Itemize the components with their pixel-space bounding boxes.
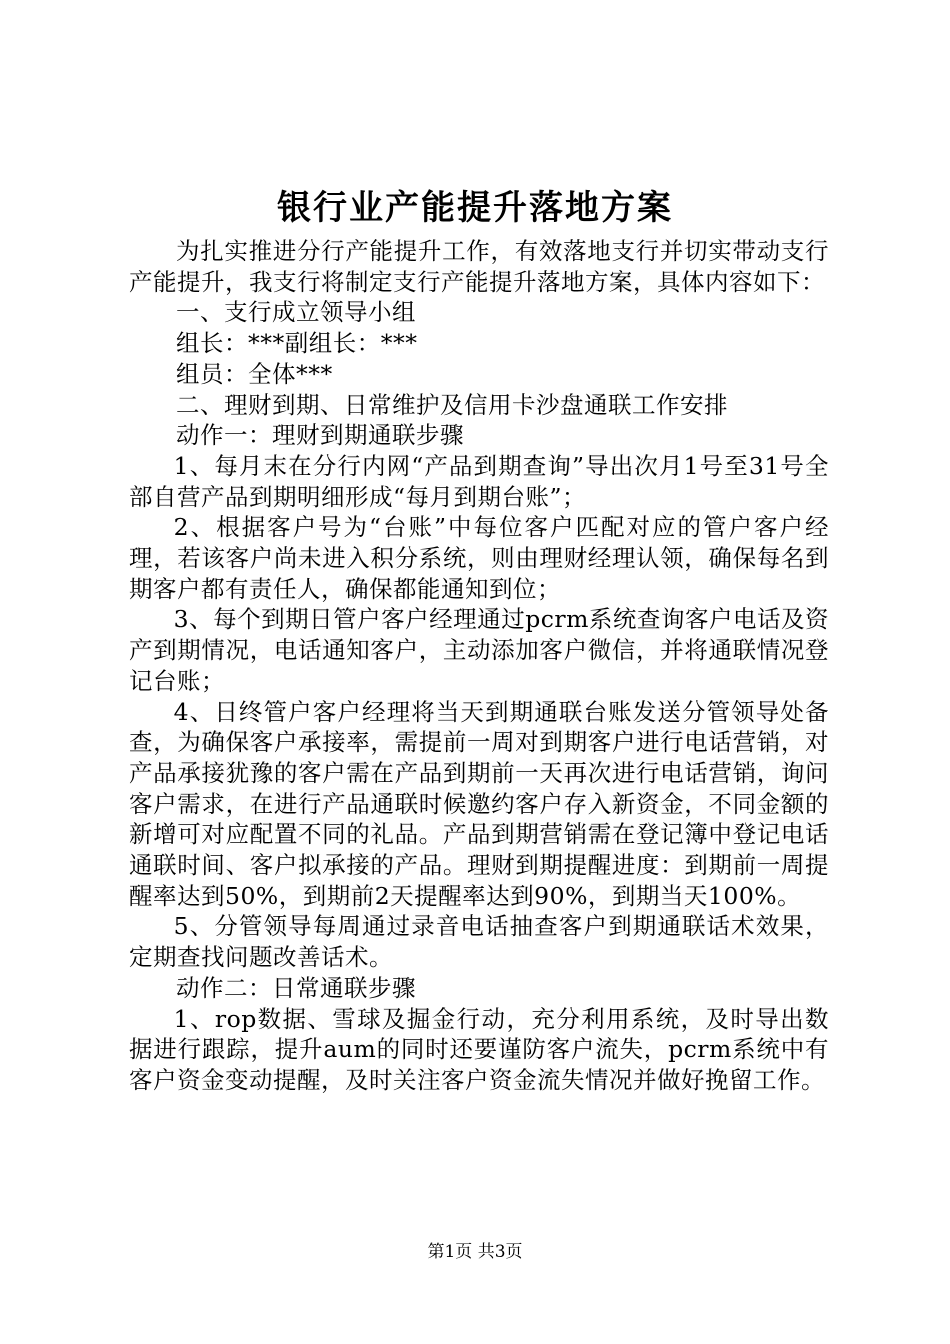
list-item: 1、每月末在分行内网“产品到期查询”导出次月1号至31号全部自营产品到期明细形成“每月到期台账”； — [129, 451, 829, 511]
list-item: 2、根据客户号为“台账”中每位客户匹配对应的管户客户经理，若该客户尚未进入积分系统，则由理财经理认领，确保每名到期客户都有责任人，确保都能通知到位； — [129, 513, 829, 603]
document-body — [129, 236, 829, 1096]
section-heading: 二、理财到期、日常维护及信用卡沙盘通联工作安排 — [176, 390, 728, 419]
paragraph: 组员：全体*** — [176, 359, 333, 388]
page-footer: 第1页 共3页 — [427, 1242, 523, 1262]
list-item: 5、分管领导每周通过录音电话抽查客户到期通联话术效果，定期查找问题改善话术。 — [129, 912, 829, 972]
paragraph: 组长：***副组长：*** — [176, 329, 418, 358]
list-item: 4、日终管户客户经理将当天到期通联台账发送分管领导处备查，为确保客户承接率，需提前一周对到期客户进行电话营销，对产品承接犹豫的客户需在产品到期前一天再次进行电话营销，询问客户需求，在进行产品通联时候邀约客户存入新资金，不同金额的新增可对应配置不同的礼品。产品到期营销需在登记簿中登记电话通联时间、客户拟承接的产品。理财到期提醒进度：到期前一周提醒率达到50%，到期前2天提醒率达到90%，到期当天100%。 — [129, 697, 829, 910]
intro-paragraph: 为扎实推进分行产能提升工作，有效落地支行并切实带动支行产能提升，我支行将制定支行产能提升落地方案，具体内容如下： — [129, 237, 829, 296]
list-item: 3、每个到期日管户客户经理通过pcrm系统查询客户电话及资产到期情况，电话通知客户，主动添加客户微信，并将通联情况登记台账； — [129, 605, 829, 695]
section-heading: 一、支行成立领导小组 — [176, 298, 416, 327]
subsection-heading: 动作一：理财到期通联步骤 — [176, 421, 464, 450]
list-item: 1、rop数据、雪球及掘金行动，充分利用系统，及时导出数据进行跟踪，提升aum的同时还要谨防客户流失，pcrm系统中有客户资金变动提醒，及时关注客户资金流失情况并做好挽留工作。 — [129, 1004, 829, 1094]
document-title: 银行业产能提升落地方案 — [277, 188, 673, 228]
subsection-heading: 动作二：日常通联步骤 — [176, 973, 416, 1002]
